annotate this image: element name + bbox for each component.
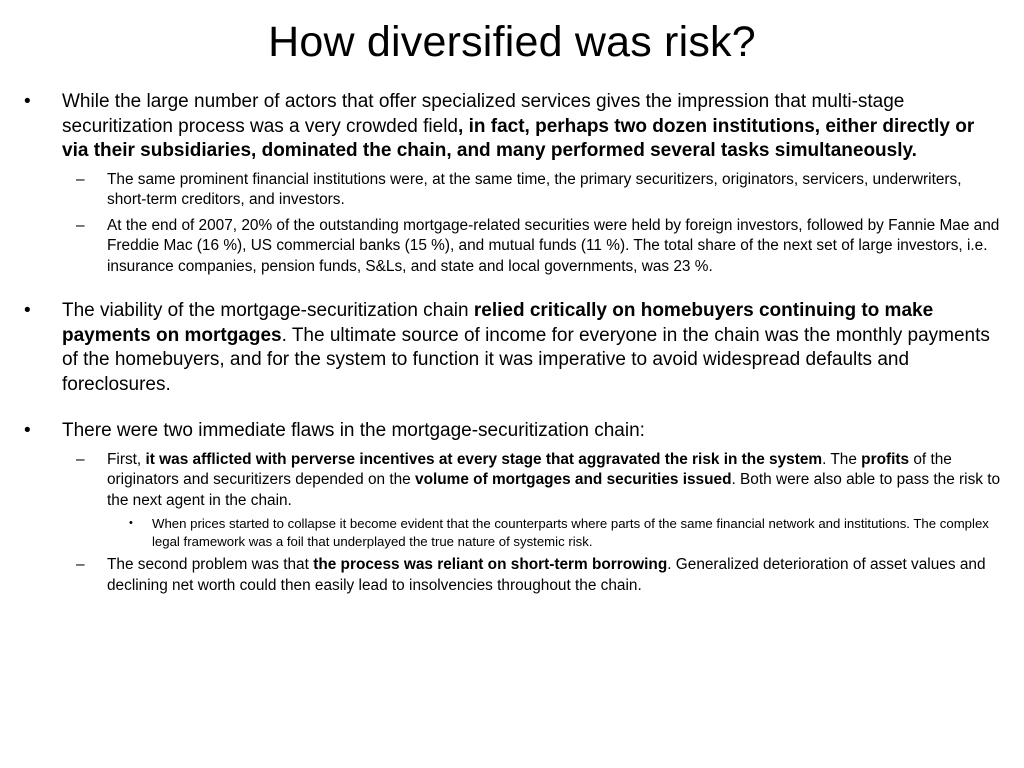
subbullet-text-bold: it was afflicted with perverse incentives at every stage that aggravated the risk in the system (145, 450, 823, 468)
subbullet-text: . The (822, 450, 862, 468)
subbullet-text-bold: volume of mortgages and securities issued (415, 471, 732, 488)
slide-title: How diversified was risk? (268, 18, 756, 66)
dash-marker: – (76, 170, 85, 188)
bullet-marker: • (24, 300, 31, 321)
subbullet-text: of the originators and securitizers depended on the (107, 450, 952, 488)
subbullet-text: At the end of 2007, 20% of the outstanding mortgage-related securities were held by foreign investors, followed by Fannie Mae and Freddie Mac (16 %), US commercial banks (15 %), and mutual funds (11 %). The total share of the next set of large investors, i.e. insurance companies, pension funds, S&Ls, and state and local governments, was 23 %. (107, 216, 1000, 275)
bullet-text: While the large number of actors that offer specialized services gives the impression that multi-stage securitization process was a very crowded field (62, 91, 905, 137)
bullet-actors (20, 90, 1005, 277)
bullet-text: There were two immediate flaws in the mortgage-securitization chain: (62, 420, 645, 441)
slide-content (20, 90, 1005, 612)
dash-marker: – (76, 216, 85, 234)
dash-marker: – (76, 556, 85, 573)
subbullet-text: The second problem was that (107, 556, 314, 573)
subsubbullet-counterparts (107, 515, 1005, 550)
subsubbullet-text: When prices started to collapse it become evident that the counterparts where parts of the same financial network and institutions. The complex legal framework was a foil that underplayed the true nature of systemic risk. (152, 516, 989, 549)
bullet-text: . The ultimate source of income for everyone in the chain was the monthly payments of the homebuyers, and for the system to function it was imperative to avoid widespread defaults and foreclosures. (62, 324, 990, 395)
bullet-marker: • (24, 91, 31, 112)
subbullet-text: . Both were also able to pass the risk to the next agent in the chain. (107, 471, 1001, 509)
bullet-viability (20, 299, 1005, 397)
bullet-marker: • (24, 420, 31, 441)
bullet-text-bold: relied critically on homebuyers continuing to make payments on mortgages (62, 300, 934, 346)
small-bullet-marker: • (129, 517, 133, 529)
subbullet-text: First, (107, 450, 146, 468)
subbullet-first-flaw (62, 450, 1005, 551)
subbullet-text-bold: the process was reliant on short-term borrowing (313, 556, 668, 573)
subbullet-text: The same prominent financial institutions were, at the same time, the primary securitizers, originators, servicers, underwriters, short-term creditors, and investors. (107, 170, 962, 208)
subbullet-institutions (62, 170, 1005, 211)
bullet-text-bold: , in fact, perhaps two dozen institutions, either directly or via their subsidiaries, dominated the chain, and many performed several tasks simultaneously. (62, 115, 975, 161)
bullet-flaws (20, 419, 1005, 596)
subbullet-text-bold: profits (861, 450, 910, 468)
subbullet-holders (62, 216, 1005, 278)
subbullet-second-flaw (62, 555, 1005, 596)
dash-marker: – (76, 450, 85, 468)
bullet-text: The viability of the mortgage-securitization chain (62, 300, 474, 321)
subbullet-text: . Generalized deterioration of asset values and declining net worth could then easily lead to insolvencies throughout the chain. (107, 556, 986, 594)
